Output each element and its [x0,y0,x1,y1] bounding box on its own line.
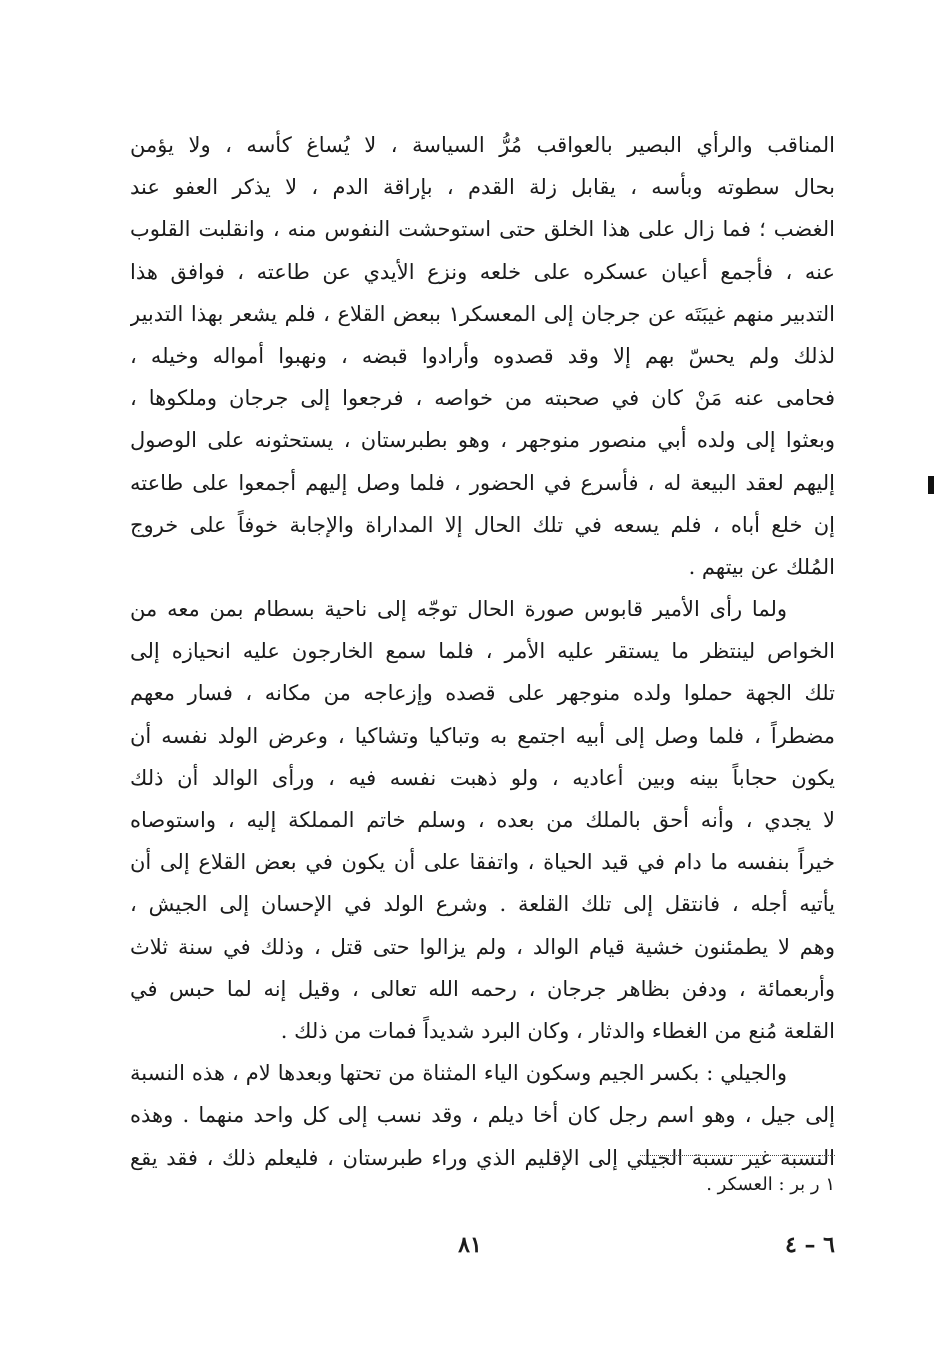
body-text [130,124,835,1179]
text-line: تلك الجهة حملوا ولده منوجهر على قصده وإزعاجه من مكانه ، فسار معهم [130,681,835,706]
footnote-divider [640,1155,835,1156]
text-line: الخواص لينتظر ما يستقر عليه الأمر ، فلما سمع الخارجون عليه انحيازه إلى [130,639,835,664]
page-number: ٨١ [458,1232,482,1258]
text-line: وهم لا يطمئنون خشية قيام الوالد ، ولم يزالوا حتى قتل ، وذلك في سنة ثلاث [130,934,835,959]
text-line: بحال سطوته وبأسه ، يقابل زلة القدم ، بإراقة الدم ، لا يذكر العفو عند [130,175,835,200]
text-line: الغضب ؛ فما زال على هذا الخلق حتى استوحشت النفوس منه ، وانقلبت القلوب [130,217,835,242]
text-line: النسبة غير نسبة الجيلي إلى الإقليم الذي وراء طبرستان ، فليعلم ذلك ، فقد يقع [130,1145,835,1170]
text-line: يأتيه أجله ، فانتقل إلى تلك القلعة . وشرع الولد في الإحسان إلى الجيش ، [130,892,835,917]
text-line: المناقب والرأي البصير بالعواقب مُرُّ السياسة ، لا يُساغ كأسه ، ولا يؤمن [130,133,835,157]
printer-signature: ٦ – ٤ [785,1232,835,1258]
margin-mark [928,476,934,494]
text-line: وأربعمائة ، ودفن بظاهر جرجان ، رحمه الله تعالى ، وقيل إنه لما حبس في [130,976,835,1001]
text-line: لا يجدي ، وأنه أحق بالملك من بعده ، وسلم خاتم المملكة إليه ، واستوصاه [130,808,835,832]
text-line: القلعة مُنع من الغطاء والدثار ، وكان البرد شديداً فمات من ذلك . [280,1018,835,1043]
text-line: مضطراً ، فلما وصل إلى أبيه اجتمع به وتباكيا وتشاكيا ، وعرض الولد نفسه أن [130,723,835,748]
paragraph-start-line: ولما رأى الأمير قابوس صورة الحال توجّه إلى ناحية بسطام بمن معه من [130,597,787,622]
footnote: ١ ر بر : العسكر . [706,1174,835,1195]
text-line: خيراً بنفسه ما دام في قيد الحياة ، واتفقا على أن يكون في بعض القلاع إلى أن [130,850,835,875]
text-line: إن خلع أباه ، فلم يسعه في تلك الحال إلا المداراة والإجابة خوفاً على خروج [130,512,835,537]
text-line: يكون حجاباً بينه وبين أعاديه ، ولو ذهبت نفسه فيه ، ورأى الوالد أن ذلك [130,765,835,790]
text-line: إلى جيل ، وهو اسم رجل كان أخا ديلم ، وقد نسب إلى كل واحد منهما . وهذه [130,1103,835,1128]
text-line: المُلك عن بيتهم . [688,554,835,579]
text-line: عنه ، فأجمع أعيان عسكره على خلعه ونزع الأيدي عن طاعته ، فوافق هذا [130,259,835,284]
text-line: فحامى عنه مَنْ كان في صحبته من خواصه ، فرجعوا إلى جرجان وملكوها ، [130,386,835,411]
text-line: وبعثوا إلى ولده أبي منصور منوجهر ، وهو بطبرستان ، يستحثونه على الوصول [130,428,835,453]
text-line: التدبير منهم غيبَتَه عن جرجان إلى المعسكر١ ببعض القلاع ، فلم يشعر بهذا التدبير [130,301,835,326]
text-line: إليهم لعقد البيعة له ، فأسرع في الحضور ، فلما وصل إليهم أجمعوا على طاعته [130,470,835,495]
text-line: لذلك ولم يحسّ بهم إلا وقد قصدوه وأرادوا قبضه ، ونهبوا أمواله وخيله ، [130,343,835,368]
paragraph-start-line: والجيلي : بكسر الجيم وسكون الياء المثناة من تحتها وبعدها لام ، هذه النسبة [130,1061,787,1086]
